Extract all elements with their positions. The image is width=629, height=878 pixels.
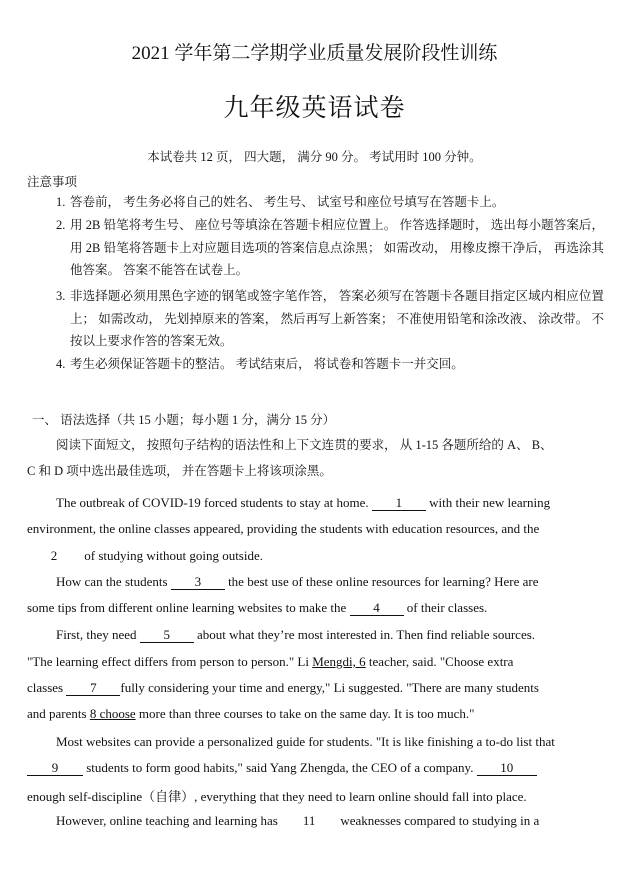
passage-line-3 [27,548,263,564]
passage-text: However, online teaching and learning has [56,813,278,828]
passage-line-2 [27,521,601,537]
passage-text: The outbreak of COVID-19 forced students to stay at home. [56,495,369,510]
passage-line-13 [56,813,539,829]
note-item-1 [56,191,604,214]
note-text: 答卷前， 考生务必将自己的姓名、 考生号、 试室号和座位号填写在答题卡上。 [70,195,505,209]
passage-text: classes [27,680,64,695]
passage-line-6 [56,627,535,643]
note-text: 非选择题必须用黑色字迹的钢笔或签字笔作答， 答案必须写在答题卡各题目指定区域内相应位置上； 如需改动， 先划掉原来的答案， 然后再写上新答案； 不准使用铅笔和涂改液、 涂改带。 不按以上要求作答的答案无效。 [70,289,604,348]
passage-text: How can the students [56,574,168,589]
blank-7: 7 [66,681,120,696]
passage-text: some tips from different online learning websites to make the [27,600,347,615]
passage-text: Most websites can provide a personalized guide for students. "It is like finishing a to-do list that [56,734,555,749]
passage-text: more than three courses to take on the same day. It is too much." [138,706,475,721]
blank-11: 11 [302,813,316,828]
blank-5: 5 [140,628,194,643]
exam-title: 2021 学年第二学期学业质量发展阶段性训练 [131,43,498,64]
passage-text: of studying without going outside. [84,548,263,563]
blank-8: 8 choose [89,706,136,721]
note-number: 4. [56,357,66,371]
note-item-2 [56,214,604,282]
section-heading: 一、 语法选择（共 15 小题；每小题 1 分，满分 15 分） [32,413,336,427]
blank-9: 9 [27,761,83,776]
passage-line-1 [56,495,550,511]
passage-text: with their new learning [429,495,551,510]
note-number: 3. [56,289,66,303]
passage-line-9 [27,706,474,722]
notes-heading: 注意事项 [27,175,78,189]
passage-text: the best use of these online resources for learning? Here are [228,574,539,589]
passage-text: of their classes. [406,600,488,615]
passage-text: environment, the online classes appeared, providing the students with education resources, and the [27,521,540,536]
blank-2: 2 [50,548,58,563]
passage-line-12 [27,786,527,805]
blank-4: 4 [350,601,404,616]
note-text: 考生必须保证答题卡的整洁。 考试结束后， 将试卷和答题卡一并交回。 [70,357,464,371]
passage-line-11 [27,760,537,776]
note-number: 2. [56,218,66,232]
blank-6: Mengdi, 6 [312,654,366,669]
section-instruction-1: 阅读下面短文， 按照句子结构的语法性和上下文连贯的要求， 从 1-15 各题所给的 A、 B、 [56,438,553,452]
passage-text: teacher, said. "Choose extra [368,654,514,669]
note-number: 1. [56,195,66,209]
passage-line-8 [27,680,539,696]
section-instruction-2: C 和 D 项中选出最佳选项， 并在答题卡上将该项涂黑。 [27,464,332,478]
blank-1: 1 [372,496,426,511]
passage-line-10 [56,734,555,750]
blank-10: 10 [477,761,537,776]
passage-text: about what they’re most interested in. Then find reliable sources. [197,627,536,642]
passage-line-7 [27,654,513,670]
exam-subtitle: 九年级英语试卷 [223,95,406,122]
blank-3: 3 [171,575,225,590]
passage-line-5 [27,600,487,616]
passage-text: "The learning effect differs from person to person." Li [27,654,309,669]
passage-line-4 [56,574,538,590]
note-text: 用 2B 铅笔将考生号、 座位号等填涂在答题卡相应位置上。 作答选择题时， 选出每小题答案后， 用 2B 铅笔将答题卡上对应题目选项的答案信息点涂黑； 如需改动， 用橡皮擦干净后， 再选涂其他答案。 答案不能答在试卷上。 [70,218,604,277]
note-item-3 [56,285,604,353]
exam-info: 本试卷共 12 页， 四大题， 满分 90 分。 考试用时 100 分钟。 [147,150,482,164]
passage-text: and parents [27,706,87,721]
passage-text: enough self-discipline（自律）, everything that they need to learn online should fall into place. [27,789,527,804]
passage-text: fully considering your time and energy," Li suggested. "There are many students [120,680,539,695]
passage-text: weaknesses compared to studying in a [340,813,540,828]
note-item-4 [56,353,604,376]
passage-text: students to form good habits," said Yang Zhengda, the CEO of a company. [86,760,474,775]
passage-text: First, they need [56,627,137,642]
